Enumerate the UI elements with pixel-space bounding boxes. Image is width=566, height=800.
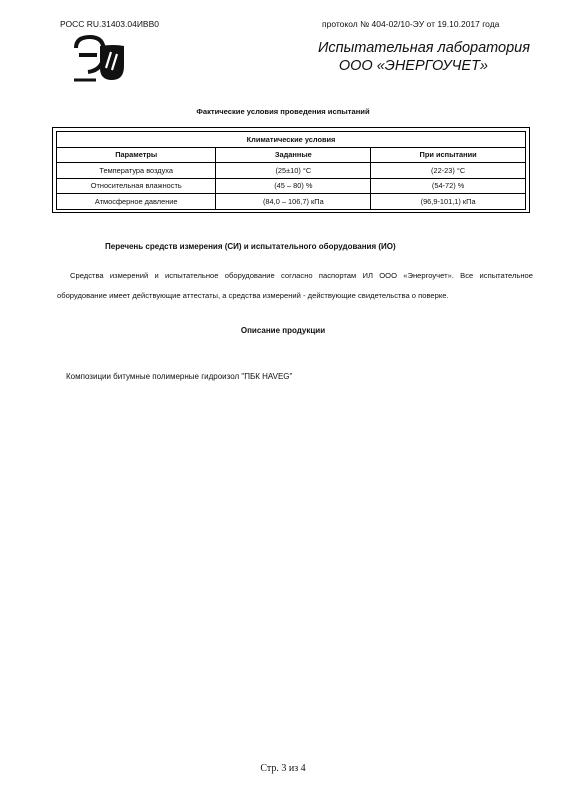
table-cell: Температура воздуха	[57, 163, 216, 179]
table-row	[57, 178, 526, 194]
table-cell: (22-23) °С	[371, 163, 526, 179]
table-cell: (96,9-101,1) кПа	[371, 194, 526, 210]
table-header-row	[57, 147, 526, 163]
certificate-number: РОСС RU.31403.04ИВВ0	[60, 19, 159, 29]
protocol-number: протокол № 404-02/10-ЭУ от 19.10.2017 года	[322, 19, 500, 29]
lab-name-line1: Испытательная лаборатория	[318, 40, 530, 56]
energouchet-logo-icon	[70, 34, 126, 84]
instruments-paragraph: Средства измерений и испытательное оборудование согласно паспортам ИЛ ООО «Энергоучет». Все испытательное оборудование имеет действующие аттестаты, а средства измерений - действующие свидетельства о поверке.	[57, 271, 533, 300]
table-cell: (45 – 80) %	[216, 178, 371, 194]
climate-table	[52, 127, 530, 213]
table-row	[57, 194, 526, 210]
table-cell: (84,0 – 106,7) кПа	[216, 194, 371, 210]
table-cell: (54-72) %	[371, 178, 526, 194]
table-title-row	[57, 132, 526, 148]
header-cell: При испытании	[371, 147, 526, 163]
lab-name-line2: ООО «ЭНЕРГОУЧЕТ»	[338, 58, 488, 74]
table-cell: Атмосферное давление	[57, 194, 216, 210]
conditions-title: Фактические условия проведения испытаний	[196, 107, 370, 116]
header-cell: Заданные	[216, 147, 371, 163]
instruments-title: Перечень средств измерения (СИ) и испытательного оборудования (ИО)	[105, 242, 396, 251]
product-title: Описание продукции	[240, 326, 326, 335]
header-cell: Параметры	[57, 147, 216, 163]
page-number: Стр. 3 из 4	[260, 763, 306, 774]
table-cell: Относительная влажность	[57, 178, 216, 194]
product-description: Композиции битумные полимерные гидроизол "ПБК HAVEG"	[66, 372, 293, 381]
table-row	[57, 163, 526, 179]
table-cell: (25±10) °С	[216, 163, 371, 179]
table-title: Климатические условия	[57, 132, 526, 148]
